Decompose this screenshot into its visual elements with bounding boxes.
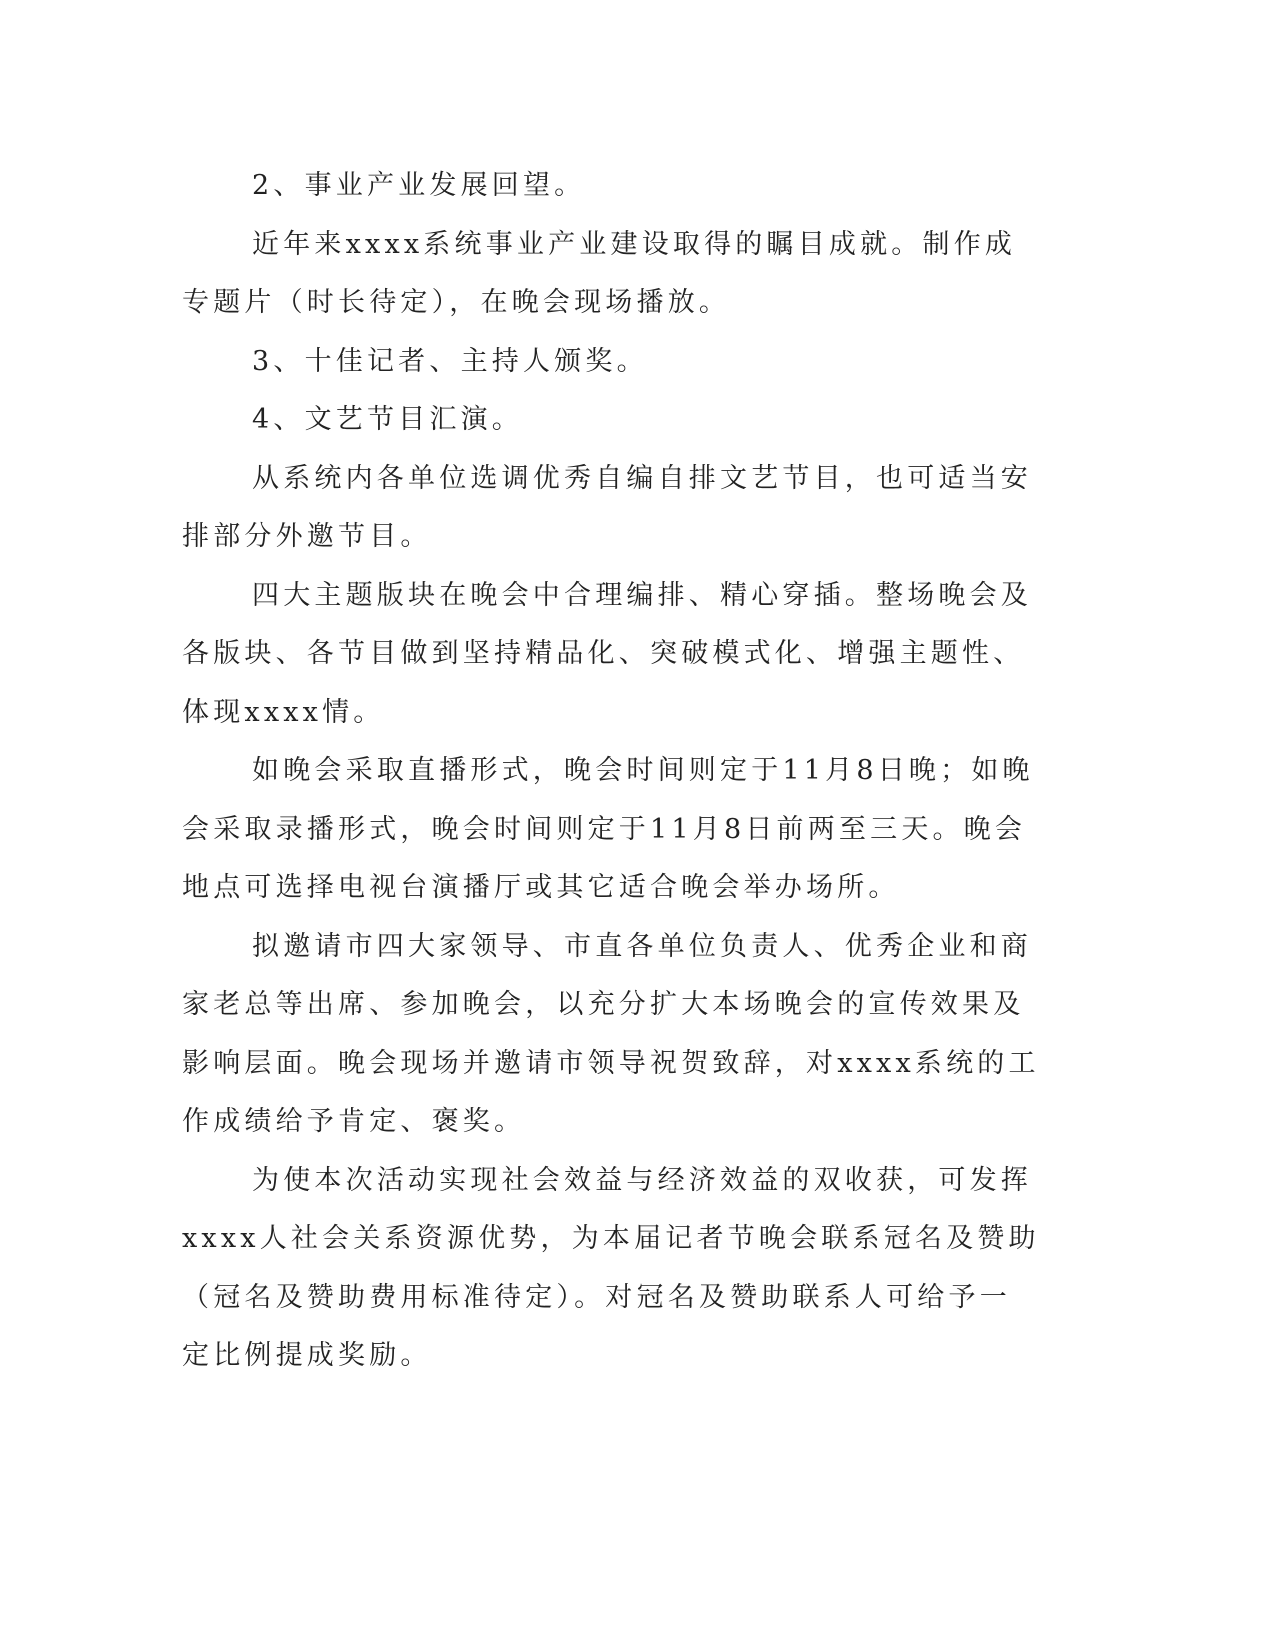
paragraph-section-2-title: 2、事业产业发展回望。 xyxy=(252,170,586,201)
paragraph-section-2-body: 近年来xxxx系统事业产业建设取得的瞩目成就。制作成专题片（时长待定），在晚会现场播放。 xyxy=(182,228,1017,318)
paragraph-time-location: 如晚会采取直播形式，晚会时间则定于11月8日晚；如晚会采取录播形式，晚会时间则定于11月8日前两至三天。晚会地点可选择电视台演播厅或其它适合晚会举办场所。 xyxy=(182,755,1034,903)
paragraph-section-4-title: 4、文艺节目汇演。 xyxy=(252,404,523,435)
document-body xyxy=(182,157,1042,1386)
paragraph-section-3-title: 3、十佳记者、主持人颁奖。 xyxy=(252,345,648,377)
paragraph-section-4-body: 从系统内各单位选调优秀自编自排文艺节目，也可适当安排部分外邀节目。 xyxy=(182,462,1032,552)
paragraph-invitations: 拟邀请市四大家领导、市直各单位负责人、优秀企业和商家老总等出席、参加晚会，以充分扩大本场晚会的宣传效果及影响层面。晚会现场并邀请市领导祝贺致辞，对xxxx系统的工作成绩给予肯定、褒奖。 xyxy=(182,930,1040,1137)
paragraph-sponsorship: 为使本次活动实现社会效益与经济效益的双收获，可发挥xxxx人社会关系资源优势，为本届记者节晚会联系冠名及赞助（冠名及赞助费用标准待定）。对冠名及赞助联系人可给予一定比例提成奖励。 xyxy=(182,1164,1040,1371)
paragraph-theme-arrangement: 四大主题版块在晚会中合理编排、精心穿插。整场晚会及各版块、各节目做到坚持精品化、突破模式化、增强主题性、体现xxxx情。 xyxy=(182,579,1032,728)
